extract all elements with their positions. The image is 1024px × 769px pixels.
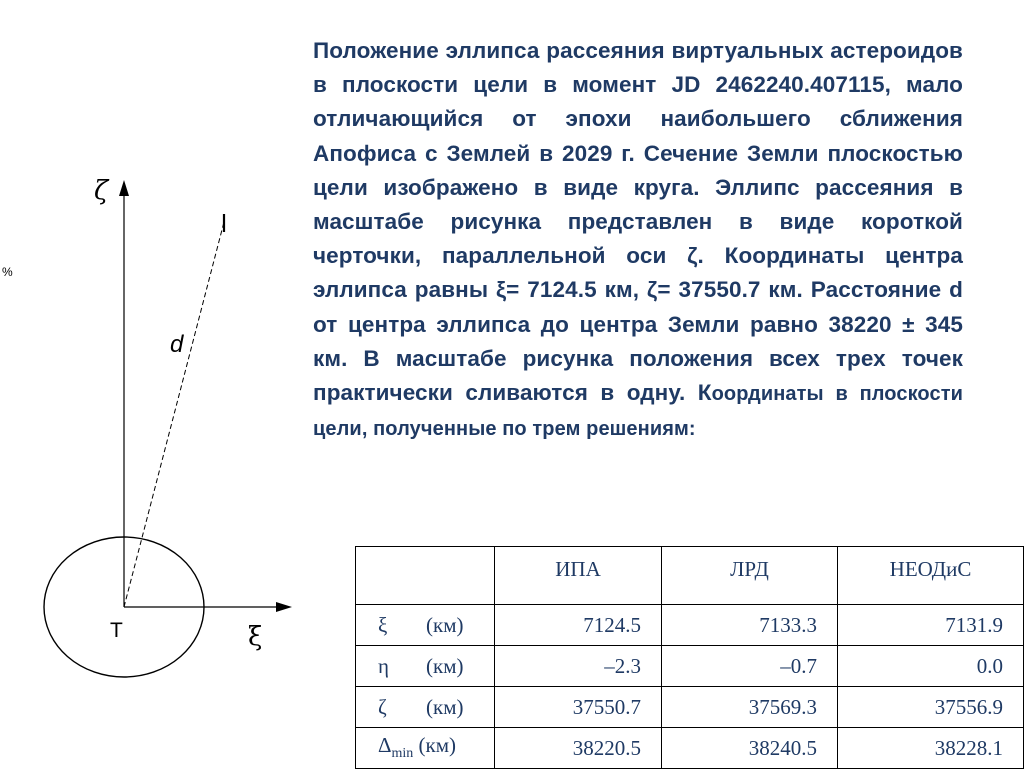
header-neodis: НЕОДиС [838,547,1024,605]
row-label-eta [356,646,495,687]
table-row-xi [356,605,1024,646]
row-symbol: ζ [378,694,387,719]
cell-eta-neodis: 0.0 [838,646,1024,687]
ellipse-mark-label: I [220,230,221,231]
cell-xi-lrd: 7133.3 [662,605,838,646]
header-empty-cell [356,547,495,605]
cell-delta-min-ipa: 38220.5 [495,728,662,769]
zeta-axis-arrowhead [119,180,129,196]
side-mark: % [2,265,13,279]
header-lrd: ЛРД [662,547,838,605]
row-symbol: ξ [378,612,388,637]
row-symbol: η [378,653,389,678]
row-symbol: Δ [378,733,392,758]
xi-axis-label: ξ [248,622,263,652]
distance-line-d [124,222,224,607]
cell-zeta-lrd: 37569.3 [662,687,838,728]
row-unit: (км) [426,612,464,637]
row-label-zeta [356,687,495,728]
row-unit: (км) [426,694,464,719]
row-label-xi [356,605,495,646]
row-unit: (км) [426,653,464,678]
cell-zeta-neodis: 37556.9 [838,687,1024,728]
xi-axis-arrowhead [276,602,292,612]
cell-eta-ipa: –2.3 [495,646,662,687]
cell-xi-ipa: 7124.5 [495,605,662,646]
row-unit: (км) [418,733,457,758]
target-plane-diagram [0,0,310,768]
table-row-delta-min [356,728,1024,769]
coordinates-table [355,546,1024,769]
cell-eta-lrd: –0.7 [662,646,838,687]
cell-delta-min-neodis: 38228.1 [838,728,1024,769]
cell-xi-neodis: 7131.9 [838,605,1024,646]
header-ipa: ИПА [495,547,662,605]
description-tail: оординаты в плоскости цели, полученные по трем решениям: [313,383,963,441]
row-label-delta-min [356,728,495,769]
figure-description [313,34,963,446]
distance-label: d [170,331,184,358]
cell-delta-min-lrd: 38240.5 [662,728,838,769]
table-row-zeta [356,687,1024,728]
earth-label: T [110,619,123,642]
cell-zeta-ipa: 37550.7 [495,687,662,728]
description-main: Положение эллипса рассеяния виртуальных астероидов в плоскости цели в момент JD 2462240.407115, мало отличающийся от эпохи наибольшего сближения Апофиса с Землей в 2029 г. Сечение Земли плоскостью цели изображено в виде круга. Эллипс рассеяния в масштабе рисунка представлен в виде короткой черточки, параллельной оси ζ. Координаты центра эллипса равны ξ= 7124.5 км, ζ= 37550.7 км. Расстояние d от центра эллипса до центра Земли равно 38220 ± 345 км. В масштабе рисунка положения всех трех точек практически сливаются в одну. К [313,38,963,406]
zeta-axis-label: ζ [94,176,109,206]
table-row-eta [356,646,1024,687]
row-symbol-subscript: min [391,746,414,762]
table-header-row [356,547,1024,605]
